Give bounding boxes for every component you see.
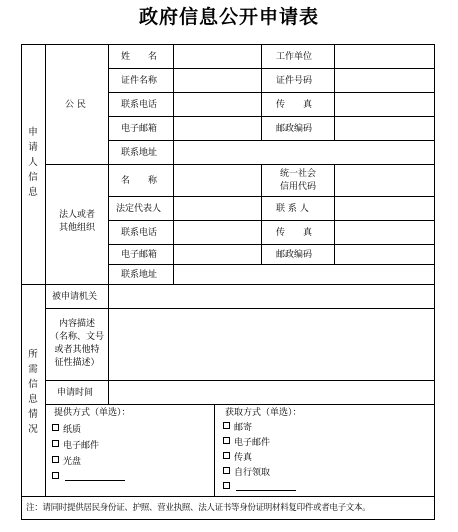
org-credit-code-label-cell — [262, 165, 335, 197]
citizen-email-label-cell — [109, 117, 174, 141]
provide-option-other[interactable] — [52, 472, 125, 484]
provide-option-paper[interactable]: 纸质 — [52, 424, 81, 436]
organization-label-cell — [46, 165, 109, 285]
org-name-label-cell — [109, 165, 174, 197]
org-postcode-label: 邮政编码 — [276, 250, 313, 260]
apply-time-field[interactable] — [109, 381, 434, 405]
org-address-label: 联系地址 — [121, 270, 158, 280]
org-fax-label-cell — [262, 221, 335, 245]
citizen-fax-label-cell — [262, 93, 335, 117]
citizen-id-name-label-cell — [109, 69, 174, 93]
obtain-option-fax[interactable]: 传真 — [223, 452, 252, 464]
citizen-label: 公 民 — [65, 100, 86, 110]
agency-label-cell — [46, 285, 109, 309]
citizen-fax-label: 传 真 — [276, 100, 313, 110]
citizen-fax-field[interactable] — [335, 93, 434, 117]
citizen-id-number-label: 证件号码 — [276, 76, 313, 86]
checkbox-icon — [52, 472, 59, 479]
org-legal-rep-label-cell — [109, 197, 174, 221]
checkbox-icon — [223, 422, 230, 429]
citizen-phone-label: 联系电话 — [121, 100, 158, 110]
citizen-name-label: 姓 名 — [121, 52, 158, 62]
org-credit-code-field[interactable] — [335, 165, 434, 197]
organization-label: 法人或者 其他组织 — [58, 210, 95, 233]
org-postcode-label-cell — [262, 245, 335, 265]
org-contact-field[interactable] — [335, 197, 434, 221]
obtain-option-email[interactable]: 电子邮件 — [223, 437, 270, 449]
checkbox-icon — [223, 467, 230, 474]
info-section-label-cell — [22, 285, 46, 497]
agency-field[interactable] — [109, 285, 434, 309]
org-credit-code-label: 统一社会 信用代码 — [279, 169, 316, 192]
org-contact-label-cell — [262, 197, 335, 221]
apply-time-label-cell — [46, 381, 109, 405]
org-email-label-cell — [109, 245, 174, 265]
applicant-section-label: 申 请 人 信 息 — [28, 127, 38, 198]
org-address-label-cell — [109, 265, 174, 285]
org-phone-label-cell — [109, 221, 174, 245]
content-desc-label-cell — [46, 309, 109, 381]
citizen-address-label: 联系地址 — [121, 148, 158, 158]
blank-line — [236, 482, 296, 491]
obtain-option-self-pickup[interactable]: 自行领取 — [223, 467, 270, 479]
obtain-option-other[interactable] — [223, 482, 296, 494]
org-phone-label: 联系电话 — [121, 228, 158, 238]
citizen-address-field[interactable] — [174, 141, 434, 165]
org-phone-field[interactable] — [174, 221, 262, 245]
blank-line — [65, 472, 125, 481]
provide-option-email[interactable]: 电子邮件 — [52, 440, 99, 452]
org-email-label: 电子邮箱 — [121, 250, 158, 260]
org-legal-rep-label: 法定代表人 — [116, 204, 162, 214]
org-address-field[interactable] — [174, 265, 434, 285]
citizen-email-field[interactable] — [174, 117, 262, 141]
citizen-name-field[interactable] — [174, 45, 262, 69]
citizen-name-label-cell — [109, 45, 174, 69]
citizen-address-label-cell — [109, 141, 174, 165]
provide-option-disc[interactable]: 光盘 — [52, 456, 81, 468]
citizen-id-number-field[interactable] — [335, 69, 434, 93]
obtain-option-mail[interactable]: 邮寄 — [223, 422, 252, 434]
info-section-label: 所 需 信 息 情 况 — [28, 349, 38, 435]
org-email-field[interactable] — [174, 245, 262, 265]
citizen-work-unit-label: 工作单位 — [276, 52, 313, 62]
citizen-work-unit-field[interactable] — [335, 45, 434, 69]
org-name-field[interactable] — [174, 165, 262, 197]
note-text: 注：请同时提供居民身份证、护照、营业执照、法人证书等身份证明材料复印件或者电子文本。 — [26, 503, 371, 513]
citizen-id-name-label: 证件名称 — [121, 76, 158, 86]
checkbox-icon — [52, 424, 59, 431]
checkbox-icon — [223, 482, 230, 489]
apply-time-label: 申请时间 — [57, 388, 94, 398]
application-form — [21, 44, 435, 520]
obtain-method-label: 获取方式（单选）： — [225, 408, 302, 418]
org-fax-field[interactable] — [335, 221, 434, 245]
org-contact-label: 联 系 人 — [276, 204, 309, 214]
citizen-postcode-label: 邮政编码 — [276, 124, 313, 134]
checkbox-icon — [52, 456, 59, 463]
content-desc-field[interactable] — [109, 309, 434, 381]
page-title: 政府信息公开申请表 — [138, 6, 319, 28]
org-postcode-field[interactable] — [335, 245, 434, 265]
citizen-email-label: 电子邮箱 — [121, 124, 158, 134]
citizen-phone-field[interactable] — [174, 93, 262, 117]
citizen-postcode-field[interactable] — [335, 117, 434, 141]
note-cell — [22, 497, 434, 519]
citizen-work-unit-label-cell — [262, 45, 335, 69]
citizen-id-name-field[interactable] — [174, 69, 262, 93]
provide-method-cell — [46, 405, 215, 497]
org-name-label: 名 称 — [121, 176, 158, 186]
citizen-label-cell — [46, 45, 109, 165]
agency-label: 被申请机关 — [52, 292, 98, 302]
provide-method-label: 提供方式（单选）： — [54, 408, 131, 418]
citizen-id-number-label-cell — [262, 69, 335, 93]
checkbox-icon — [223, 452, 230, 459]
checkbox-icon — [52, 440, 59, 447]
applicant-section-label-cell — [22, 45, 46, 285]
org-fax-label: 传 真 — [276, 228, 313, 238]
checkbox-icon — [223, 437, 230, 444]
org-legal-rep-field[interactable] — [174, 197, 262, 221]
citizen-postcode-label-cell — [262, 117, 335, 141]
content-desc-label: 内容描述 （名称、文号 或者其他特 征性描述） — [49, 319, 104, 368]
obtain-method-cell — [215, 405, 434, 497]
citizen-phone-label-cell — [109, 93, 174, 117]
